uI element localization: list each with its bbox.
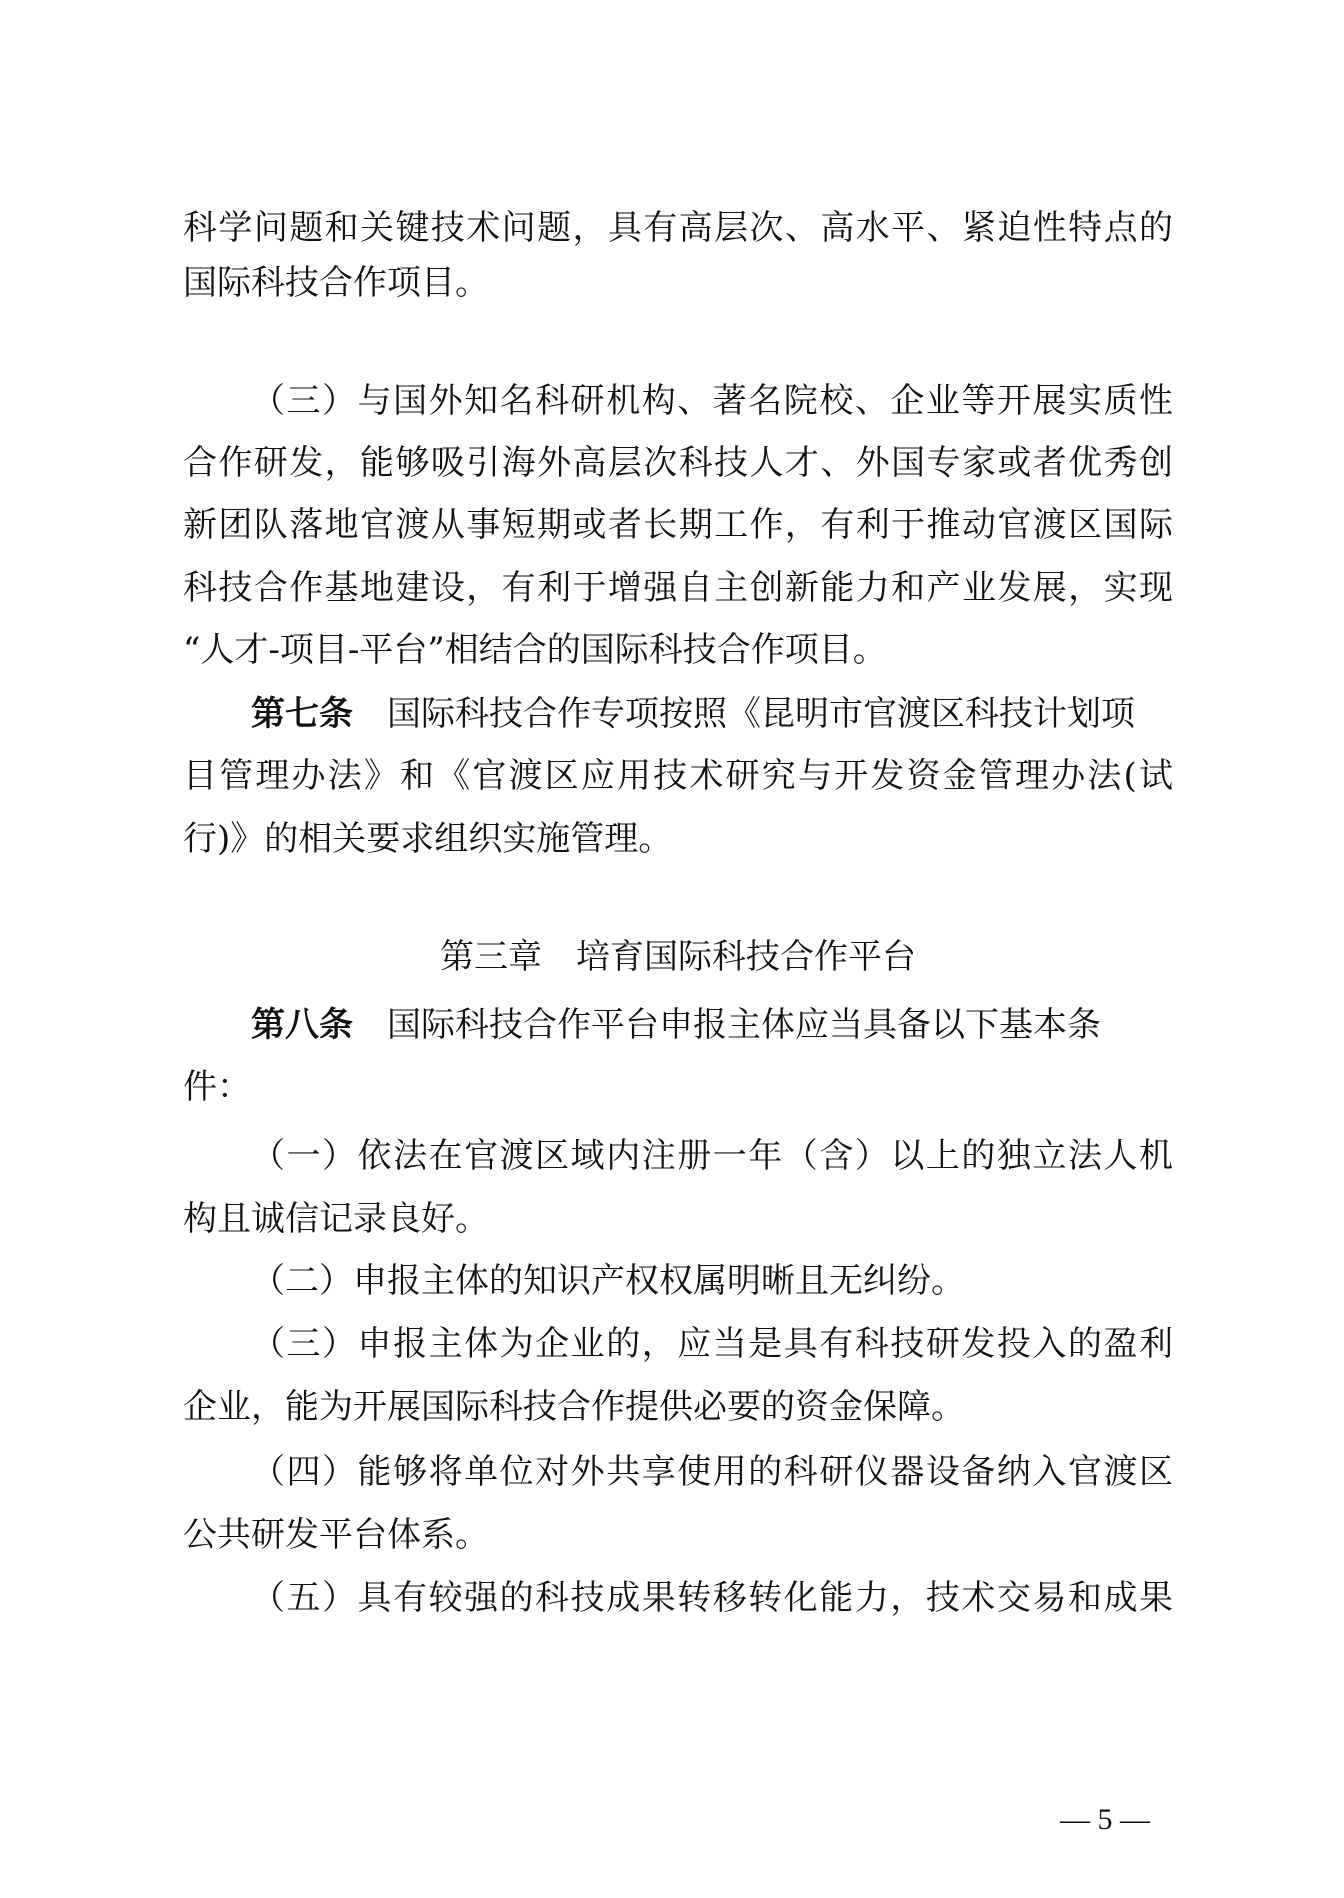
paragraph-line: （五）具有较强的科技成果转移转化能力，技术交易和成果: [251, 1578, 1173, 1618]
paragraph-text: 国际科技合作专项按照《昆明市官渡区科技计划项: [387, 694, 1135, 734]
paragraph-line: （三）与国外知名科研机构、著名院校、企业等开展实质性: [251, 381, 1173, 421]
paragraph-line: 新团队落地官渡从事短期或者长期工作，有利于推动官渡区国际: [183, 505, 1173, 545]
article-number: 第七条: [251, 694, 353, 734]
article-number: 第八条: [251, 1005, 353, 1045]
paragraph-line: 目管理办法》和《官渡区应用技术研究与开发资金管理办法(试: [183, 756, 1173, 796]
paragraph-line: （一）依法在官渡区域内注册一年（含）以上的独立法人机: [251, 1136, 1173, 1176]
paragraph-line: （二）申报主体的知识产权权属明晰且无纠纷。: [251, 1261, 965, 1301]
paragraph-line: （三）申报主体为企业的，应当是具有科技研发投入的盈利: [251, 1324, 1173, 1364]
page-number: — 5 —: [1060, 1803, 1150, 1836]
paragraph-text: 国际科技合作平台申报主体应当具备以下基本条: [387, 1005, 1101, 1045]
paragraph-line: 构且诚信记录良好。: [183, 1199, 489, 1239]
paragraph-line: 合作研发，能够吸引海外高层次科技人才、外国专家或者优秀创: [183, 443, 1173, 483]
article-8-line: [251, 993, 1173, 1057]
paragraph-line: 国际科技合作项目。: [183, 263, 489, 303]
article-7-line: [251, 682, 1173, 746]
paragraph-line: 件：: [183, 1067, 251, 1107]
paragraph-line: 公共研发平台体系。: [183, 1515, 489, 1555]
paragraph-line: “人才-项目-平台”相结合的国际科技合作项目。: [183, 630, 887, 670]
paragraph-line: 科学问题和关键技术问题，具有高层次、高水平、紧迫性特点的: [183, 208, 1173, 248]
paragraph-line: 科技合作基地建设，有利于增强自主创新能力和产业发展，实现: [183, 568, 1173, 608]
paragraph-line: （四）能够将单位对外共享使用的科研仪器设备纳入官渡区: [251, 1452, 1173, 1492]
paragraph-line: 行)》的相关要求组织实施管理。: [183, 819, 673, 859]
chapter-heading: 第三章 培育国际科技合作平台: [440, 937, 916, 977]
paragraph-line: 企业，能为开展国际科技合作提供必要的资金保障。: [183, 1387, 965, 1427]
